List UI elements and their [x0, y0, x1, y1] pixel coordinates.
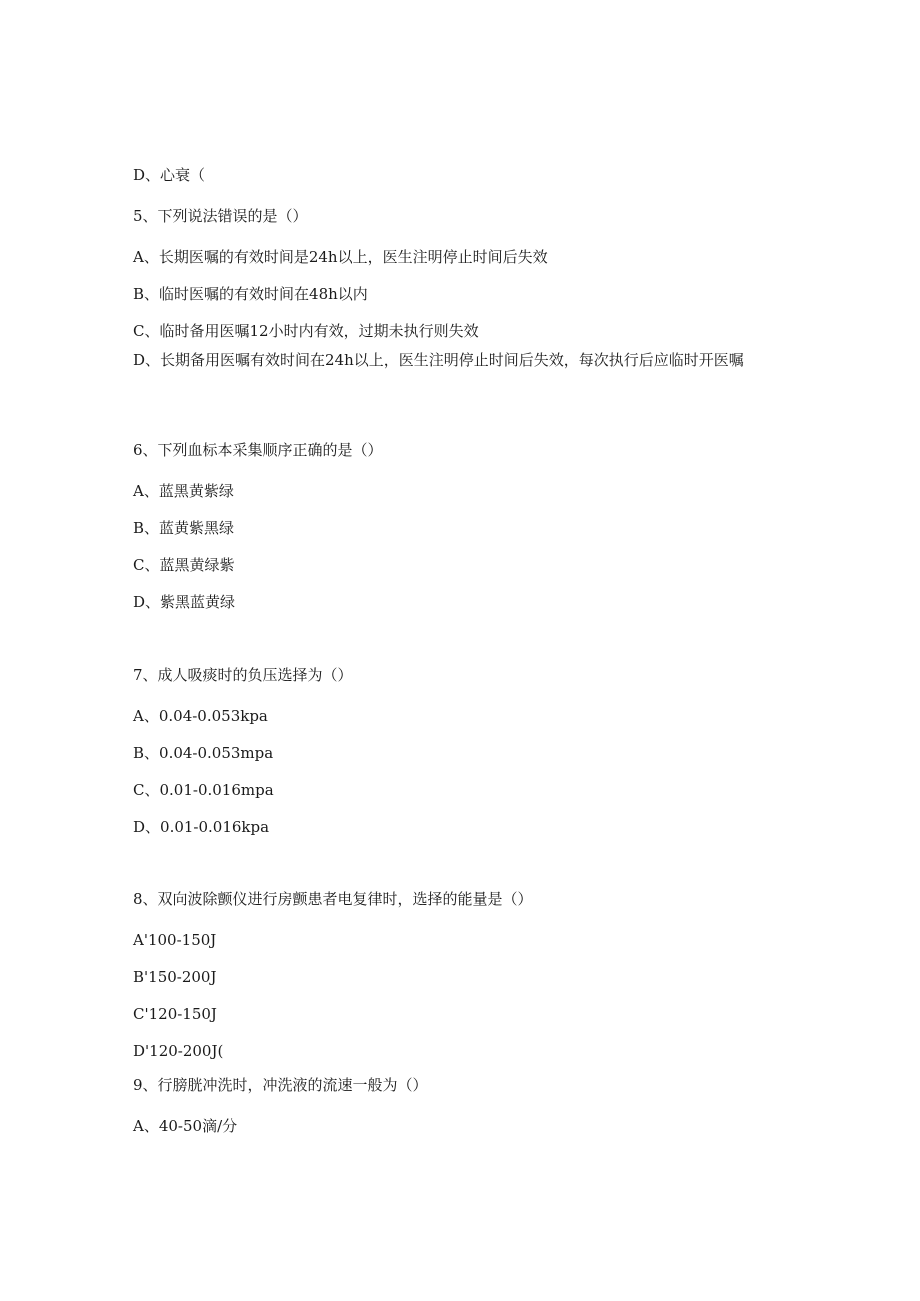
q6-question: 6、下列血标本采集顺序正确的是（） — [133, 441, 383, 459]
q9-option-a: A、40-50滴/分 — [133, 1117, 238, 1135]
q7-question: 7、成人吸痰时的负压选择为（） — [133, 666, 353, 684]
q5-question: 5、下列说法错误的是（） — [133, 207, 308, 225]
q8-option-a: A'100-150J — [133, 931, 217, 949]
q8-question: 8、双向波除颤仪进行房颤患者电复律时，选择的能量是（） — [133, 890, 533, 908]
q6-option-b: B、蓝黄紫黑绿 — [133, 519, 235, 537]
q5-option-c: C、临时备用医嘱12小时内有效，过期未执行则失效 — [133, 322, 479, 340]
q6-option-d: D、紫黑蓝黄绿 — [133, 593, 236, 611]
q4-option-d: D、心衰（ — [133, 166, 206, 184]
q5-option-b: B、临时医嘱的有效时间在48h以内 — [133, 285, 368, 303]
q7-option-d: D、0.01-0.016kpa — [133, 818, 270, 836]
q6-option-a: A、蓝黑黄紫绿 — [133, 482, 234, 500]
q9-question: 9、行膀胱冲洗时，冲洗液的流速一般为（） — [133, 1076, 428, 1094]
q7-option-c: C、0.01-0.016mpa — [133, 781, 274, 799]
q8-option-b: B'150-200J — [133, 968, 217, 986]
q8-option-c: C'120-150J — [133, 1005, 217, 1023]
q7-option-b: B、0.04-0.053mpa — [133, 744, 274, 762]
q5-option-a: A、长期医嘱的有效时间是24h以上，医生注明停止时间后失效 — [133, 248, 548, 266]
q7-option-a: A、0.04-0.053kpa — [133, 707, 268, 725]
q8-option-d: D'120-200J( — [133, 1042, 224, 1060]
q5-option-d: D、长期备用医嘱有效时间在24h以上，医生注明停止时间后失效，每次执行后应临时开医嘱 — [133, 351, 744, 369]
q6-option-c: C、蓝黑黄绿紫 — [133, 556, 235, 574]
